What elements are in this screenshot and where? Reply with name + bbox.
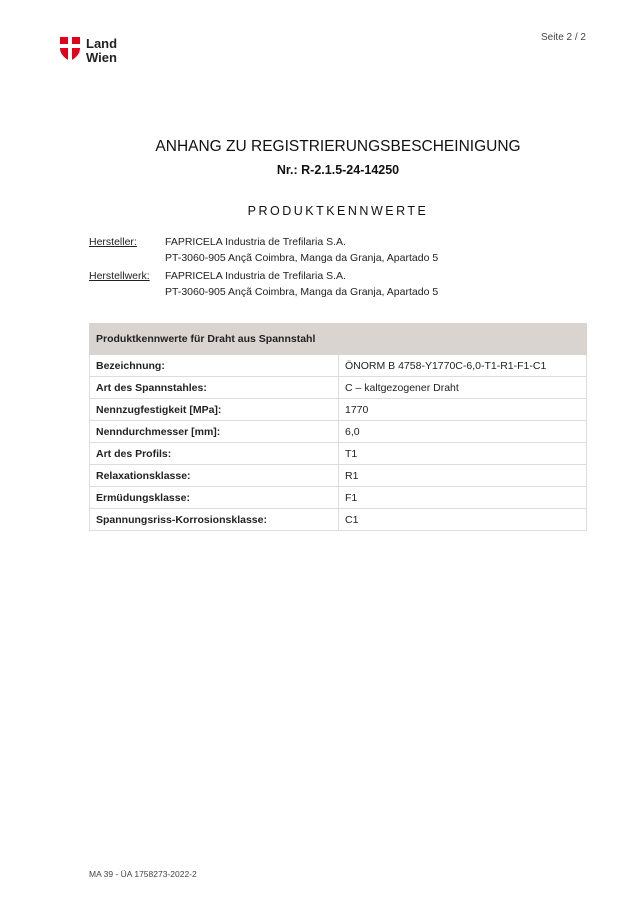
vienna-coat-of-arms-icon bbox=[60, 37, 80, 61]
table-row bbox=[90, 377, 587, 399]
row-key: Art des Spannstahles: bbox=[90, 377, 339, 399]
row-value: 6,0 bbox=[339, 421, 587, 443]
footer-reference: MA 39 - ÜA 1758273-2022-2 bbox=[89, 869, 197, 879]
document-title: ANHANG ZU REGISTRIERUNGSBESCHEINIGUNG bbox=[155, 138, 521, 155]
row-key: Relaxationsklasse: bbox=[90, 465, 339, 487]
table-row bbox=[90, 421, 587, 443]
table-row bbox=[90, 443, 587, 465]
row-value: F1 bbox=[339, 487, 587, 509]
plant-address: PT-3060-905 Ançã Coimbra, Manga da Granja, Apartado 5 bbox=[165, 286, 439, 298]
row-value: R1 bbox=[339, 465, 587, 487]
manufacturer-name: FAPRICELA Industria de Trefilaria S.A. bbox=[165, 236, 346, 248]
product-characteristics-table bbox=[89, 323, 587, 531]
manufacturer-value bbox=[165, 234, 438, 266]
row-key: Bezeichnung: bbox=[90, 355, 339, 377]
table-row bbox=[90, 487, 587, 509]
land-wien-logo bbox=[60, 37, 117, 65]
logo-text-line2: Wien bbox=[86, 50, 117, 65]
table-header-row bbox=[90, 324, 587, 355]
plant-label: Herstellwerk: bbox=[89, 270, 150, 282]
row-value: C – kaltgezogener Draht bbox=[339, 377, 587, 399]
row-key: Spannungsriss-Korrosionsklasse: bbox=[90, 509, 339, 531]
manufacturer-label: Hersteller: bbox=[89, 236, 137, 248]
logo-text bbox=[86, 37, 117, 65]
table-header: Produktkennwerte für Draht aus Spannstahl bbox=[90, 324, 587, 355]
row-value: ÖNORM B 4758-Y1770C-6,0-T1-R1-F1-C1 bbox=[339, 355, 587, 377]
plant-name: FAPRICELA Industria de Trefilaria S.A. bbox=[165, 270, 346, 282]
table-row bbox=[90, 355, 587, 377]
manufacturer-address: PT-3060-905 Ançã Coimbra, Manga da Granja, Apartado 5 bbox=[165, 252, 439, 264]
logo-text-line1: Land bbox=[86, 36, 118, 51]
table-row bbox=[90, 509, 587, 531]
table-row bbox=[90, 399, 587, 421]
row-key: Ermüdungsklasse: bbox=[90, 487, 339, 509]
page-number: Seite 2 / 2 bbox=[540, 32, 586, 43]
row-value: C1 bbox=[339, 509, 587, 531]
table-row bbox=[90, 465, 587, 487]
row-key: Nennzugfestigkeit [MPa]: bbox=[90, 399, 339, 421]
row-key: Art des Profils: bbox=[90, 443, 339, 465]
section-heading: PRODUKTKENNWERTE bbox=[247, 204, 429, 218]
row-value: 1770 bbox=[339, 399, 587, 421]
plant-value bbox=[165, 268, 438, 300]
row-value: T1 bbox=[339, 443, 587, 465]
registration-number: Nr.: R-2.1.5-24-14250 bbox=[276, 163, 400, 177]
row-key: Nenndurchmesser [mm]: bbox=[90, 421, 339, 443]
